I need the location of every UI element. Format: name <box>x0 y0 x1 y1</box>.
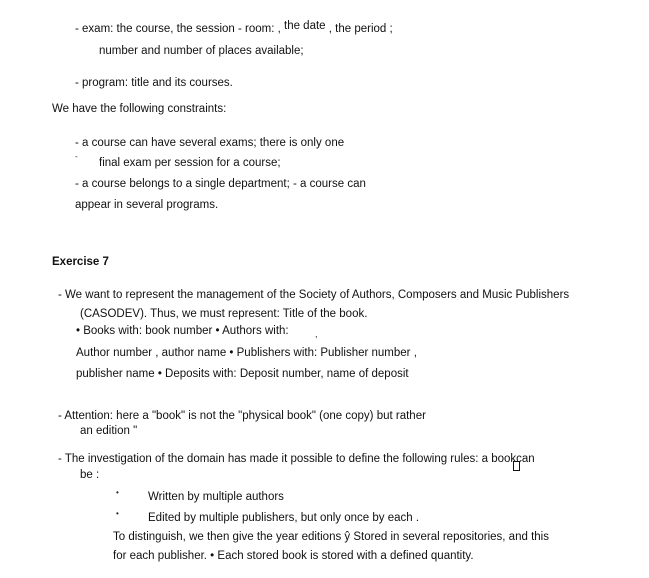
constraints-intro: We have the following constraints: <box>52 103 227 115</box>
exercise-paragraph-3 <box>58 454 535 466</box>
rule-2: Edited by multiple publishers, but only once by each . <box>148 512 420 524</box>
exam-line-text: - exam: the course, the session - room: , <box>75 23 284 35</box>
exercise-paragraph-1-line-4: Author number , author name • Publishers with: Publisher number , <box>76 347 417 359</box>
rule-2-bullet-icon: • <box>116 509 119 518</box>
exam-line <box>75 20 393 36</box>
exercise-paragraph-1-line-2: (CASODEV). Thus, we must represent: Title of the book. <box>80 308 368 320</box>
exercise-paragraph-4-line-2: for each publisher. • Each stored book is stored with a defined quantity. <box>113 550 474 562</box>
constraint-2-continued: appear in several programs. <box>75 199 219 211</box>
exercise-title: Exercise 7 <box>52 256 109 268</box>
stray-comma: , <box>315 329 318 339</box>
program-line: - program: title and its courses. <box>75 77 233 89</box>
missing-glyph-icon <box>513 461 520 471</box>
exercise-paragraph-2-line-2: an edition " <box>80 425 138 437</box>
exercise-paragraph-1-line-3: • Books with: book number • Authors with: <box>76 325 289 337</box>
constraint-1: - a course can have several exams; there is only one <box>75 137 345 149</box>
exercise-paragraph-1-line-5: publisher name • Deposits with: Deposit number, name of deposit <box>76 368 409 380</box>
exam-separator: , <box>325 23 336 35</box>
exercise-paragraph-2: - Attention: here a "book" is not the "physical book" (one copy) but rather <box>58 410 426 422</box>
exam-the-date: the date <box>284 20 326 32</box>
exercise-paragraph-4: To distinguish, we then give the year editions ŷ Stored in several repositories, and this <box>113 531 549 543</box>
exam-the-period: the period ; <box>335 23 393 35</box>
exercise-paragraph-3-text: - The investigation of the domain has made it possible to define the following rules: a book <box>58 453 517 465</box>
rule-1: Written by multiple authors <box>148 491 284 503</box>
rule-1-bullet-icon: • <box>116 488 119 497</box>
exercise-paragraph-1: - We want to represent the management of the Society of Authors, Composers and Music Publishers <box>58 289 570 301</box>
constraint-2: - a course belongs to a single department; - a course can <box>75 178 366 190</box>
exam-line-continued: number and number of places available; <box>99 45 304 57</box>
exercise-paragraph-3-can: can <box>516 453 535 465</box>
exercise-paragraph-3-line-2: be : <box>80 469 100 481</box>
constraint-1-marker: - <box>75 152 78 161</box>
constraint-1-continued: final exam per session for a course; <box>99 157 281 169</box>
